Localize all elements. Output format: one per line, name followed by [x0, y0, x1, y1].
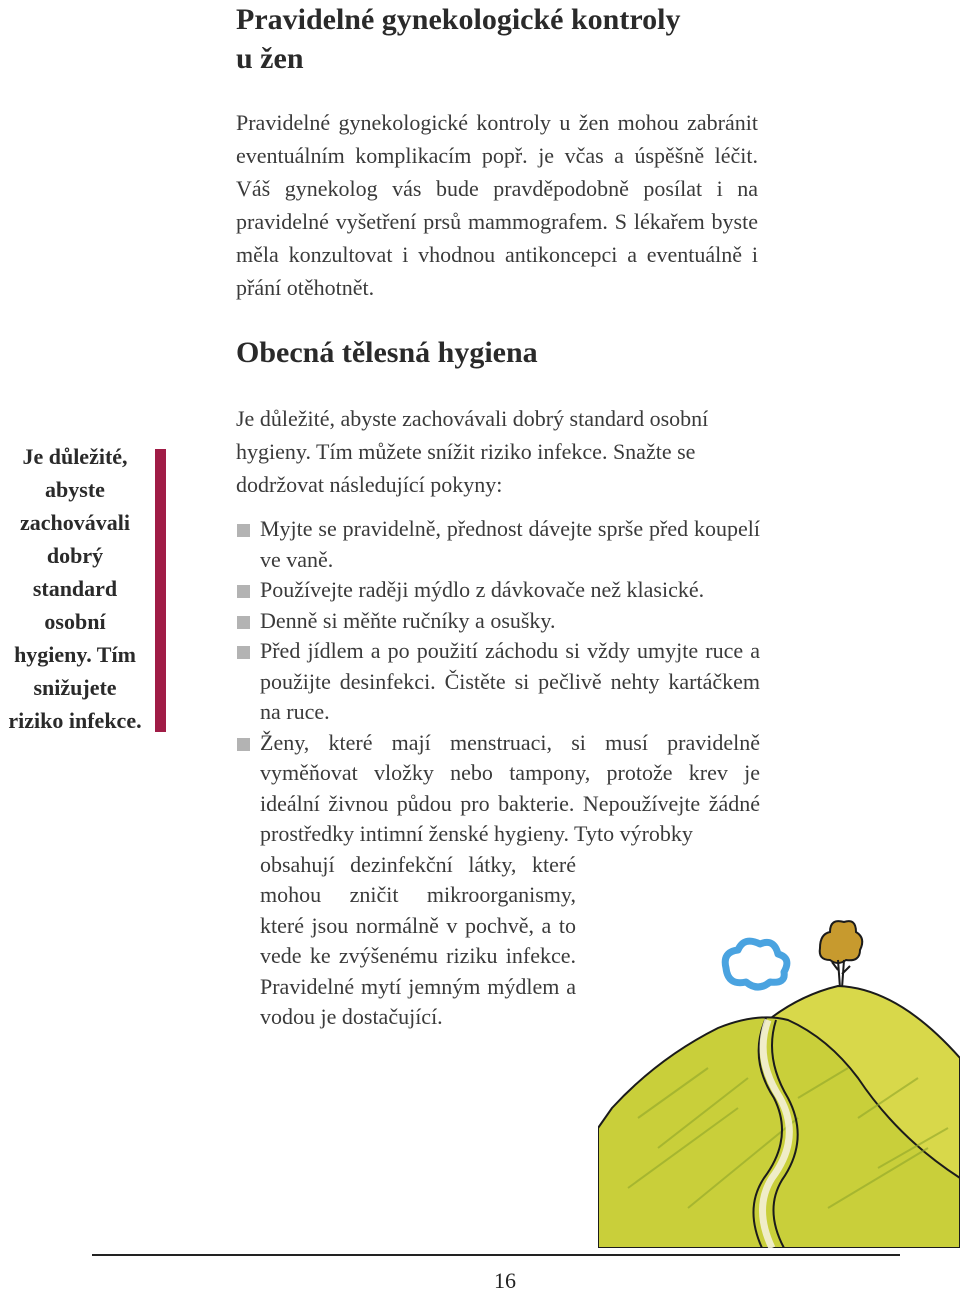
list-item: [236, 575, 760, 606]
tree-icon: [820, 921, 863, 988]
list-item-text: Před jídlem a po použití záchodu si vždy umyjte ruce a použijte desinfekci. Čistěte si pečlivě nehty kartáčkem na ruce.: [260, 638, 760, 724]
heading-line-2: u žen: [236, 42, 304, 75]
cloud-icon: [725, 941, 787, 987]
list-item-text: Myjte se pravidelně, přednost dávejte sprše před koupelí ve vaně.: [260, 516, 760, 572]
bullet-square-icon: [237, 585, 250, 598]
intro-paragraph: Pravidelné gynekologické kontroly u žen mohou zabránit eventuálním komplikacím popř. je včas a úspěšně léčit. Váš gynekolog vás bude pravděpodobně posílat i na pravidelné vyšetření prsů mammografem. S lékařem byste měla konzultovat i vhodnou antikoncepci a eventuálně i přání otěhotnět.: [236, 110, 758, 300]
bullet-square-icon: [237, 616, 250, 629]
sidebar-line: osobní: [44, 609, 106, 634]
bullet-square-icon: [237, 738, 250, 751]
sidebar-accent-bar: [155, 449, 166, 732]
bullet-square-icon: [237, 524, 250, 537]
sidebar-line: Je důležité,: [22, 444, 128, 469]
sidebar-line: dobrý: [46, 543, 104, 568]
sidebar-line: riziko infekce.: [8, 708, 142, 733]
sidebar-line: snižujete: [33, 675, 117, 700]
heading-line-1: Pravidelné gynekologické kontroly: [236, 3, 681, 36]
hygiene-lead-paragraph: Je důležité, abyste zachovávali dobrý standard osobní hygieny. Tím můžete snížit riziko infekce. Snažte se dodržovat následující pokyny:: [236, 406, 709, 497]
sidebar-line: standard: [32, 576, 118, 601]
list-item-text: Denně si měňte ručníky a osušky.: [260, 607, 556, 633]
list-item-text: Ženy, které mají menstruaci, si musí pravidelně vyměňovat vložky nebo tampony, protože krev je ideální živnou půdou pro bakterie. Nepoužívejte žádné prostředky intimní ženské hygieny. Tyto výrobky: [260, 729, 760, 846]
list-item: [236, 636, 760, 728]
list-item: [236, 728, 760, 850]
section-heading-hygiene: Obecná tělesná hygiena: [236, 336, 538, 369]
footer-rule: [92, 1254, 900, 1256]
sidebar-line: zachovávali: [20, 510, 130, 535]
sidebar-callout: [0, 440, 150, 737]
hills-path-illustration: [598, 908, 960, 1248]
sidebar-line: hygieny. Tím: [14, 642, 136, 667]
list-item-text: Používejte raději mýdlo z dávkovače než klasické.: [260, 577, 705, 602]
bullet-square-icon: [237, 646, 250, 659]
sidebar-line: abyste: [45, 477, 105, 502]
section-heading-gynecology: [236, 0, 836, 78]
list-item: [236, 606, 760, 637]
list-item-text: obsahují dezinfekční látky, které mohou zničit mikroorganismy, které jsou normálně v pochvě, a to vede ke zvýšenému riziku infekce. Pravidelné mytí jemným mýdlem a vodou je dostačující.: [260, 851, 576, 1029]
list-item: [236, 514, 760, 575]
page-number: 16: [494, 1268, 516, 1293]
